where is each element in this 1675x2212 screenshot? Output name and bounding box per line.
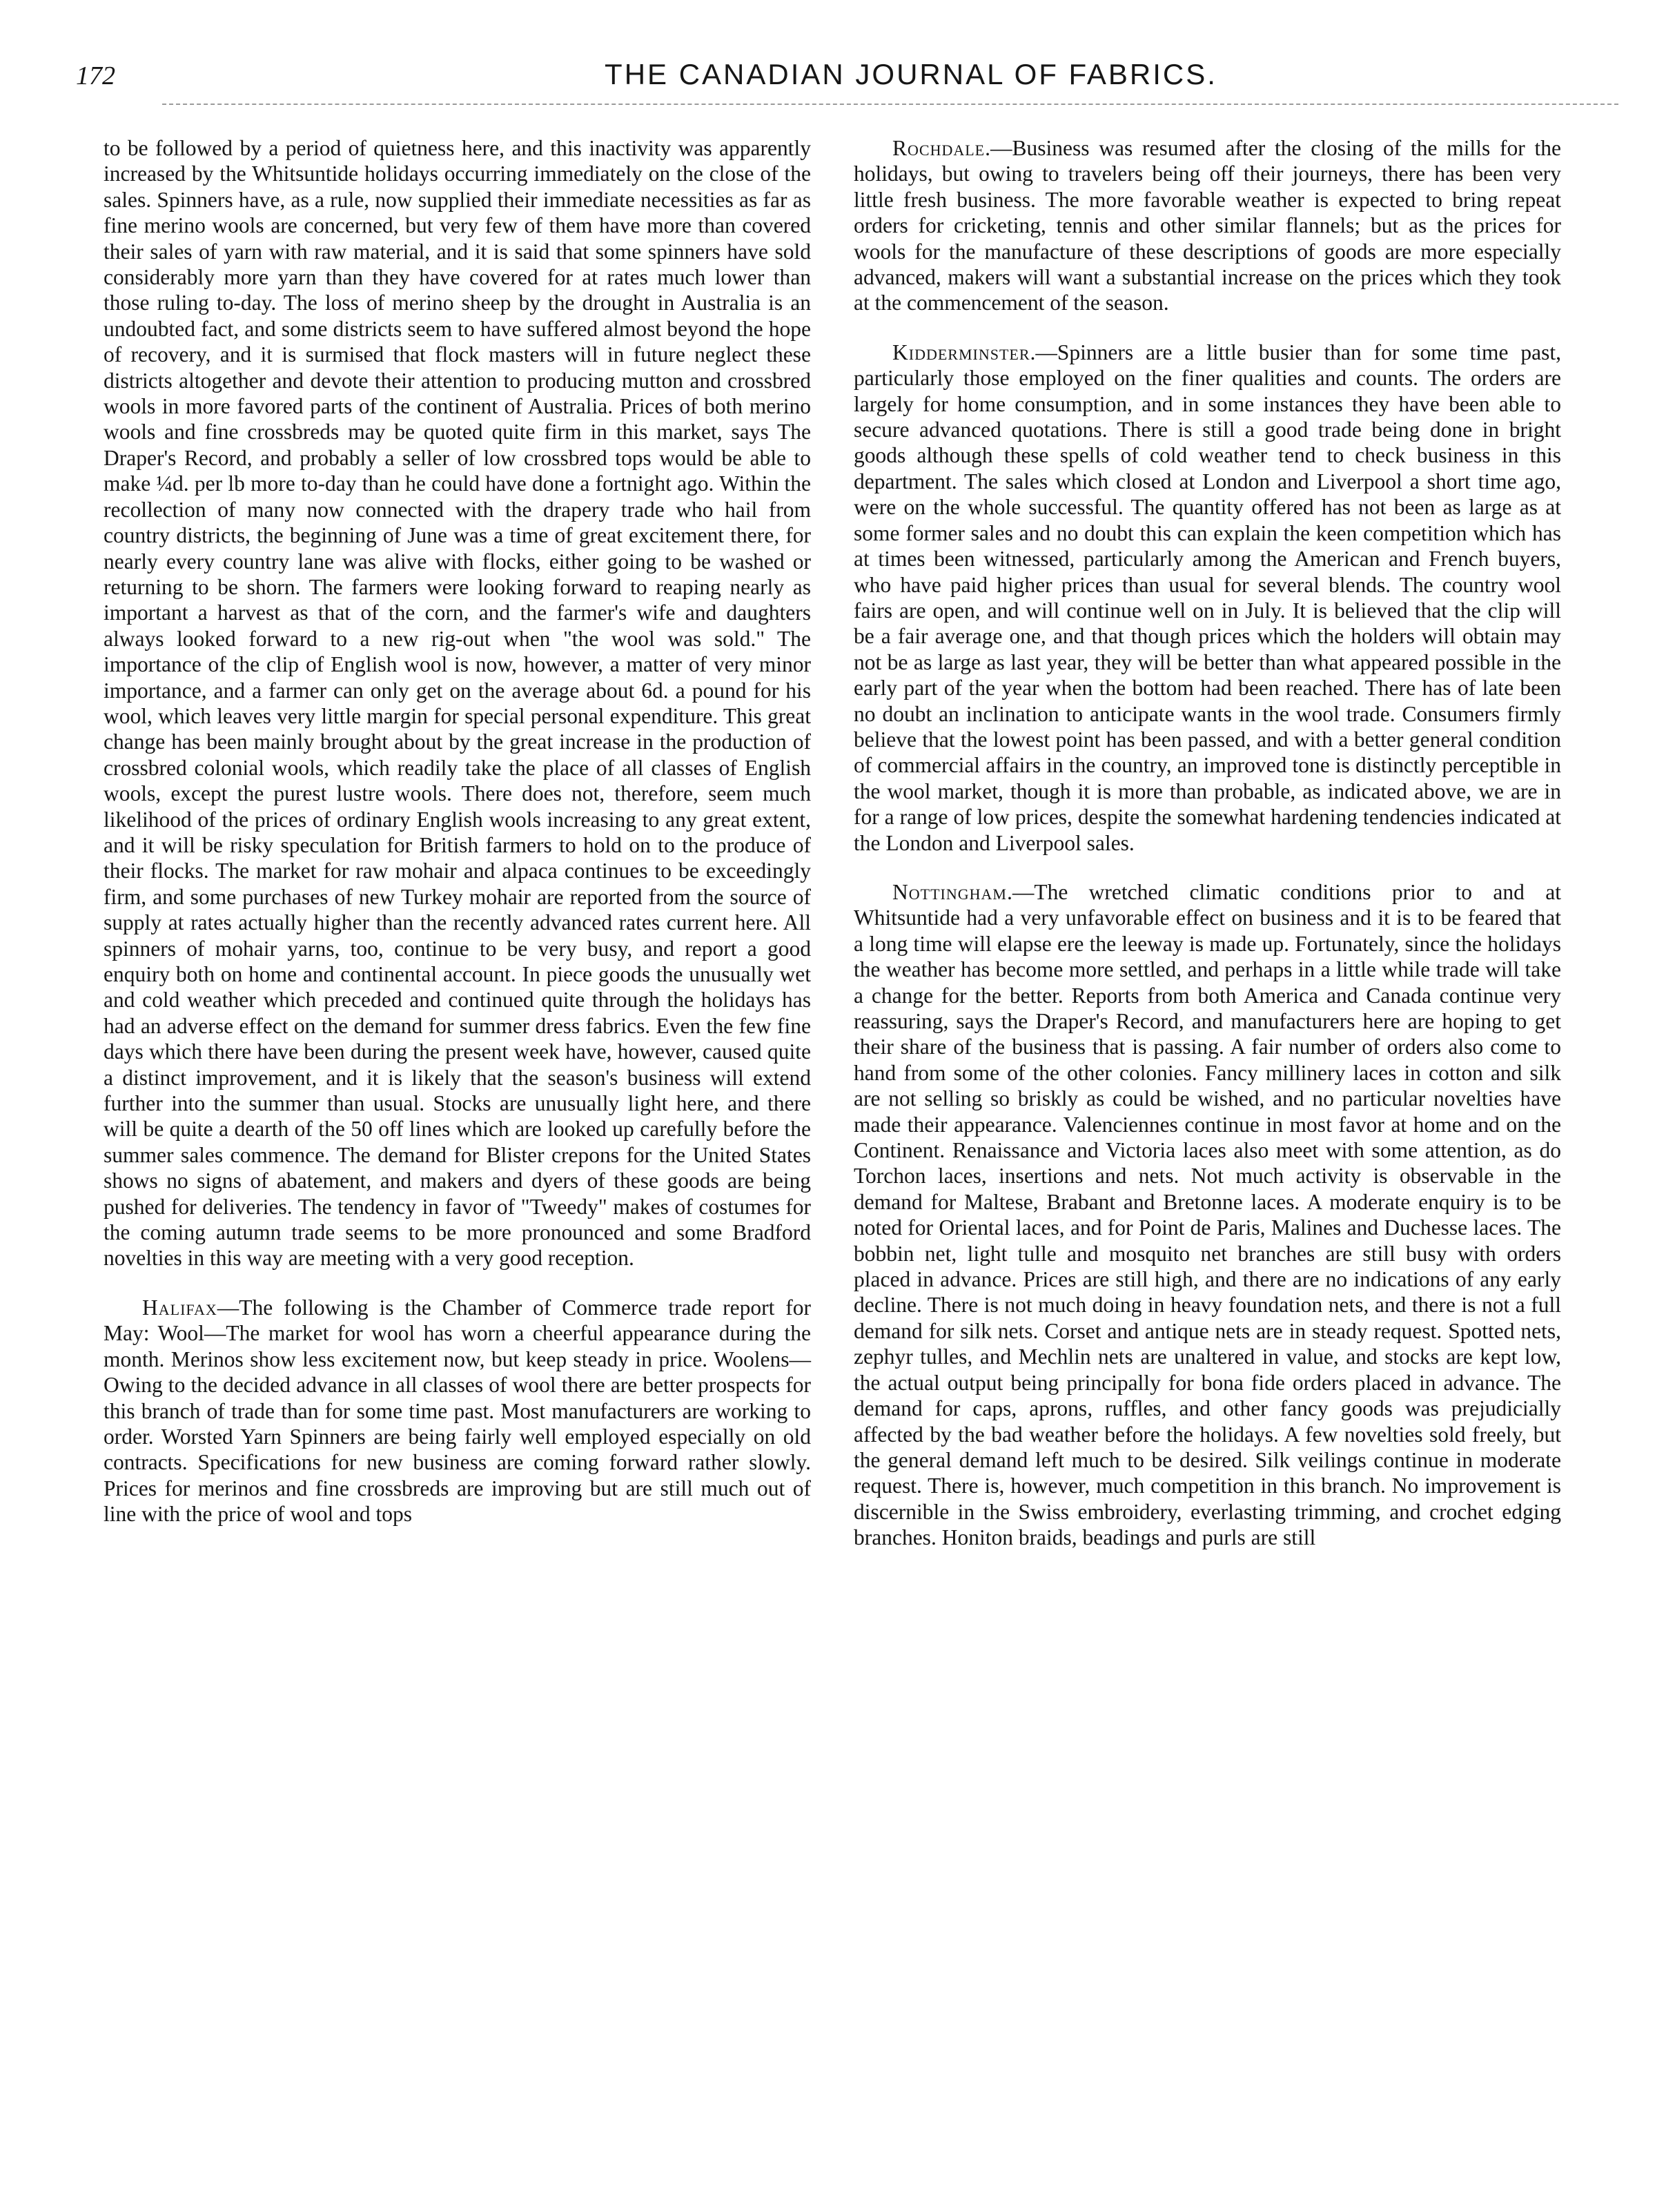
section-head-halifax: Halifax (142, 1295, 217, 1320)
paragraph-wool-market: to be followed by a period of quietness here, and this inactivity was apparently increased by the Whitsuntide holidays occurring immediately on the close of the sales. Spinners have, as a rule, now supplied their immediate necessities as far as fine merino wools are concerned, but very few of them have more than covered their sales of yarn with raw material, and it is said that some spinners have sold considerably more yarn than they have covered for at rates much lower than those ruling to-day. The loss of merino sheep by the drought in Australia is an undoubted fact, and some districts seem to have suffered almost beyond the hope of recovery, and it is surmised that flock masters will in future neglect these districts altogether and devote their attention to producing mutton and crossbred wools in more favored parts of the continent of Australia. Prices of both merino wools and fine crossbreds may be quoted quite firm in this market, says The Draper's Record, and probably a seller of low crossbred tops would be able to make ¼d. per lb more to-day than he could have done a fortnight ago. Within the recollection of many now connected with the drapery trade who hail from country districts, the beginning of June was a time of great excitement there, for nearly every country lane was alive with flocks, either going to be washed or returning to be shorn. The farmers were looking forward to reaping nearly as important a harvest as that of the corn, and the farmer's wife and daughters always looked forward to a new rig-out when "the wool was sold." The importance of the clip of English wool is now, however, a matter of very minor importance, and a farmer can only get on the average about 6d. a pound for his wool, which leaves very little margin for special personal expenditure. This great change has been mainly brought about by the great increase in the production of crossbred colonial wools, which readily take the place of all classes of English wools, except the purest lustre wools. There does not, therefore, seem much likelihood of the prices of ordinary English wools increasing to any great extent, and it will be risky speculation for British farmers to hold on to the produce of their flocks. The market for raw mohair and alpaca continues to be exceedingly firm, and some purchases of new Turkey mohair are reported from the source of supply at rates actually higher than the recently advanced rates current here. All spinners of mohair yarns, too, continue to be very busy, and report a good enquiry both on home and continental account. In piece goods the unusually wet and cold weather which preceded and continued quite through the holidays has had an adverse effect on the demand for summer dress fabrics. Even the few fine days which there have been during the present week have, however, caused quite a distinct improvement, and it is likely that the season's business will extend further into the summer than usual. Stocks are unusually light here, and there will be quite a dearth of the 50 off lines which are looked up carefully before the summer sales commence. The demand for Blister crepons for the United States shows no signs of abatement, and makers and dyers of these goods are being pushed for deliveries. The tendency in favor of "Tweedy" makes of costumes for the coming autumn trade seems to be more pronounced and some Bradford novelties in this way are meeting with a very good reception. (104, 136, 811, 1271)
right-column (854, 135, 1561, 1574)
left-column (104, 135, 811, 1551)
paragraph-kidderminster-body: .—Spinners are a little busier than for some time past, particularly those employed on the finer qualities and counts. The orders are largely for home consumption, and in some instances they have been able to secure advanced quotations. There is still a good trade being done in bright goods although these spells of cold weather tend to check business in this department. The sales which closed at London and Liverpool a short time ago, were on the whole successful. The quantity offered has not been as large as at some former sales and no doubt this can explain the keen competition which has at times been witnessed, particularly among the American and French buyers, who have paid higher prices than usual for several blends. The country wool fairs are open, and will continue well on in July. It is believed that the clip will be a fair average one, and that though prices which the holders will obtain may not be as large as last year, they will be better than what appeared possible in the early part of the year when the bottom had been reached. There has of late been no doubt an inclination to anticipate wants in the wool trade. Consumers firmly believe that the lowest point has been passed, and with a better general condition of commercial affairs in the country, an improved tone is distinctly perceptible in the wool market, though it is more than probable, as indicated above, we are in for a range of low prices, despite the somewhat hardening tendencies indicated at the London and Liverpool sales. (854, 340, 1561, 855)
section-head-nottingham: Nottingham (892, 879, 1007, 904)
page-number: 172 (76, 61, 115, 90)
paragraph-halifax (104, 1295, 811, 1527)
section-head-kidderminster: Kidderminster (892, 340, 1030, 364)
journal-title: THE CANADIAN JOURNAL OF FABRICS. (605, 58, 1217, 90)
section-head-rochdale: Rochdale (892, 136, 986, 160)
paragraph-kidderminster (854, 340, 1561, 856)
paragraph-rochdale (854, 135, 1561, 316)
paragraph-halifax-body: —The following is the Chamber of Commerce trade report for May: Wool—The market for wool has worn a cheerful appearance during the month. Merinos show less excitement now, but keep steady in price. Woolens—Owing to the decided advance in all classes of wool there are better prospects for this branch of trade than for some time past. Most manufacturers are working to order. Worsted Yarn Spinners are being fairly well employed especially on old contracts. Specifications for new business are coming forward rather slowly. Prices for merinos and fine crossbreds are improving but are still much out of line with the price of wool and tops (104, 1295, 811, 1527)
header-rule (162, 104, 1618, 105)
paragraph-nottingham-body: .—The wretched climatic conditions prior to and at Whitsuntide had a very unfavorable effect on business and it is to be feared that a long time will elapse ere the leeway is made up. Fortunately, since the holidays the weather has become more settled, and perhaps in a little while trade will take a change for the better. Reports from both America and Canada continue very reassuring, says the Draper's Record, and manufacturers here are hoping to get their share of the business that is passing. A fair number of orders also come to hand from some of the other colonies. Fancy millinery laces in cotton and silk are not selling so briskly as could be wished, and no particular novelties have made their appearance. Valenciennes continue in most favor at home and on the Continent. Renaissance and Victoria laces also meet with some attention, as do Torchon laces, insertions and nets. Not much activity is observable in the demand for Maltese, Brabant and Bretonne laces. A moderate enquiry is to be noted for Oriental laces, and for Point de Paris, Malines and Duchesse laces. The bobbin net, light tulle and mosquito net branches are still busy with orders placed in advance. Prices are still high, and there are no indications of any early decline. There is not much doing in heavy foundation nets, and there is not a full demand for silk nets. Corset and antique nets are in steady request. Spotted nets, zephyr tulles, and Mechlin nets are unaltered in value, and stocks are kept low, the actual output being principally for bona fide orders placed in advance. The demand for caps, aprons, ruffles, and other fancy goods was prejudicially affected by the bad weather before the holidays. A few novelties sold freely, but the general demand left much to be desired. Silk veilings continue in moderate request. There is, however, much competition in this branch. No improvement is discernible in the Swiss embroidery, everlasting trimming, and crochet edging branches. Honiton braids, beadings and purls are still (854, 879, 1561, 1550)
paragraph-rochdale-body: .—Business was resumed after the closing of the mills for the holidays, but owing to travelers being off their journeys, there has been very little fresh business. The more favorable weather is expected to bring repeat orders for cricketing, tennis and other similar flannels; but as the prices for wools for the manufacture of these descriptions of goods are more especially advanced, makers will want a substantial increase on the prices which they took at the commencement of the season. (854, 136, 1561, 315)
paragraph-nottingham (854, 879, 1561, 1551)
